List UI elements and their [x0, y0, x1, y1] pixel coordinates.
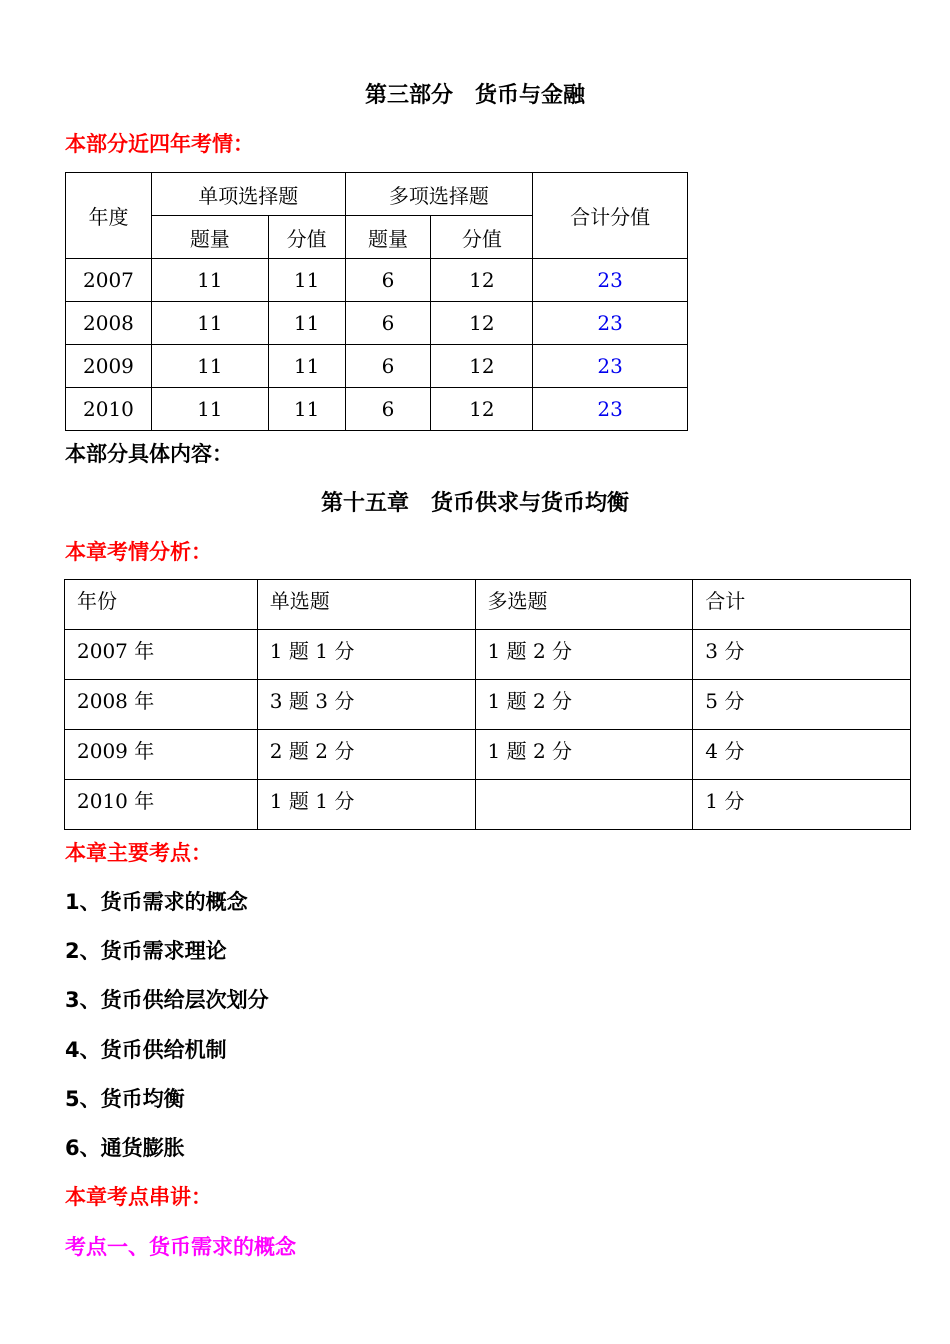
- key-point-item: 6、通货膨胀: [65, 1136, 185, 1160]
- cell-year: 2009 年: [65, 730, 258, 780]
- chapter-stats-table: [64, 579, 911, 830]
- cell-multi-count: 6: [345, 345, 431, 388]
- cell-total: 5 分: [693, 680, 911, 730]
- cell-total: 23: [533, 302, 688, 345]
- cell-year: 2008: [66, 302, 152, 345]
- header-multi-choice: 多项选择题: [345, 173, 533, 216]
- cell-multi-score: 12: [431, 388, 533, 431]
- cell-multi-score: 12: [431, 302, 533, 345]
- cell-total: 3 分: [693, 630, 911, 680]
- header-single: 单选题: [257, 580, 475, 630]
- subheader-multi-score: 分值: [431, 216, 533, 259]
- cell-multi-count: 6: [345, 259, 431, 302]
- cell-single-count: 11: [151, 302, 268, 345]
- cell-year: 2008 年: [65, 680, 258, 730]
- table-row: [65, 780, 911, 830]
- cell-multi: 1 题 2 分: [475, 680, 693, 730]
- cell-single-score: 11: [268, 388, 345, 431]
- key-point-item: 5、货币均衡: [65, 1087, 185, 1111]
- cell-multi: 1 题 2 分: [475, 630, 693, 680]
- cell-single: 1 题 1 分: [257, 630, 475, 680]
- part-title: 第三部分 货币与金融: [364, 83, 585, 108]
- table-header-row: [65, 580, 911, 630]
- section-content-heading: 本部分具体内容：: [65, 442, 233, 466]
- table-row: [66, 388, 688, 431]
- section-lecture-heading: 本章考点串讲：: [65, 1185, 212, 1209]
- cell-total: 23: [533, 388, 688, 431]
- header-single-choice: 单项选择题: [151, 173, 345, 216]
- table-row: [66, 259, 688, 302]
- cell-single: 1 题 1 分: [257, 780, 475, 830]
- cell-total: 23: [533, 345, 688, 388]
- cell-total: 1 分: [693, 780, 911, 830]
- cell-year: 2007 年: [65, 630, 258, 680]
- cell-multi-score: 12: [431, 259, 533, 302]
- header-total-score: 合计分值: [533, 173, 688, 259]
- section-chapter-stats-heading: 本章考情分析：: [65, 540, 212, 564]
- cell-multi-score: 12: [431, 345, 533, 388]
- key-point-item: 4、货币供给机制: [65, 1038, 227, 1062]
- cell-year: 2010 年: [65, 780, 258, 830]
- table-row: [66, 345, 688, 388]
- cell-year: 2007: [66, 259, 152, 302]
- cell-year: 2010: [66, 388, 152, 431]
- point-one-heading: 考点一、货币需求的概念: [65, 1235, 296, 1259]
- cell-total: 23: [533, 259, 688, 302]
- header-year: 年度: [66, 173, 152, 259]
- cell-single: 3 题 3 分: [257, 680, 475, 730]
- header-year: 年份: [65, 580, 258, 630]
- cell-single-count: 11: [151, 259, 268, 302]
- section-exam-stats-heading: 本部分近四年考情：: [65, 132, 254, 156]
- chapter-title: 第十五章 货币供求与货币均衡: [320, 491, 629, 516]
- cell-multi-count: 6: [345, 302, 431, 345]
- header-multi: 多选题: [475, 580, 693, 630]
- subheader-single-count: 题量: [151, 216, 268, 259]
- key-point-item: 3、货币供给层次划分: [65, 988, 269, 1012]
- cell-year: 2009: [66, 345, 152, 388]
- subheader-multi-count: 题量: [345, 216, 431, 259]
- cell-multi: [475, 780, 693, 830]
- table-row: [65, 730, 911, 780]
- header-total: 合计: [693, 580, 911, 630]
- cell-multi: 1 题 2 分: [475, 730, 693, 780]
- cell-single-count: 11: [151, 388, 268, 431]
- table-row: [66, 302, 688, 345]
- table-row: [65, 630, 911, 680]
- cell-single-score: 11: [268, 302, 345, 345]
- key-point-item: 2、货币需求理论: [65, 939, 227, 963]
- section-key-points-heading: 本章主要考点：: [65, 841, 212, 865]
- cell-multi-count: 6: [345, 388, 431, 431]
- exam-stats-table: [65, 172, 688, 431]
- cell-single: 2 题 2 分: [257, 730, 475, 780]
- cell-single-score: 11: [268, 259, 345, 302]
- cell-single-count: 11: [151, 345, 268, 388]
- cell-total: 4 分: [693, 730, 911, 780]
- key-point-item: 1、货币需求的概念: [65, 890, 248, 914]
- cell-single-score: 11: [268, 345, 345, 388]
- table-row: [65, 680, 911, 730]
- subheader-single-score: 分值: [268, 216, 345, 259]
